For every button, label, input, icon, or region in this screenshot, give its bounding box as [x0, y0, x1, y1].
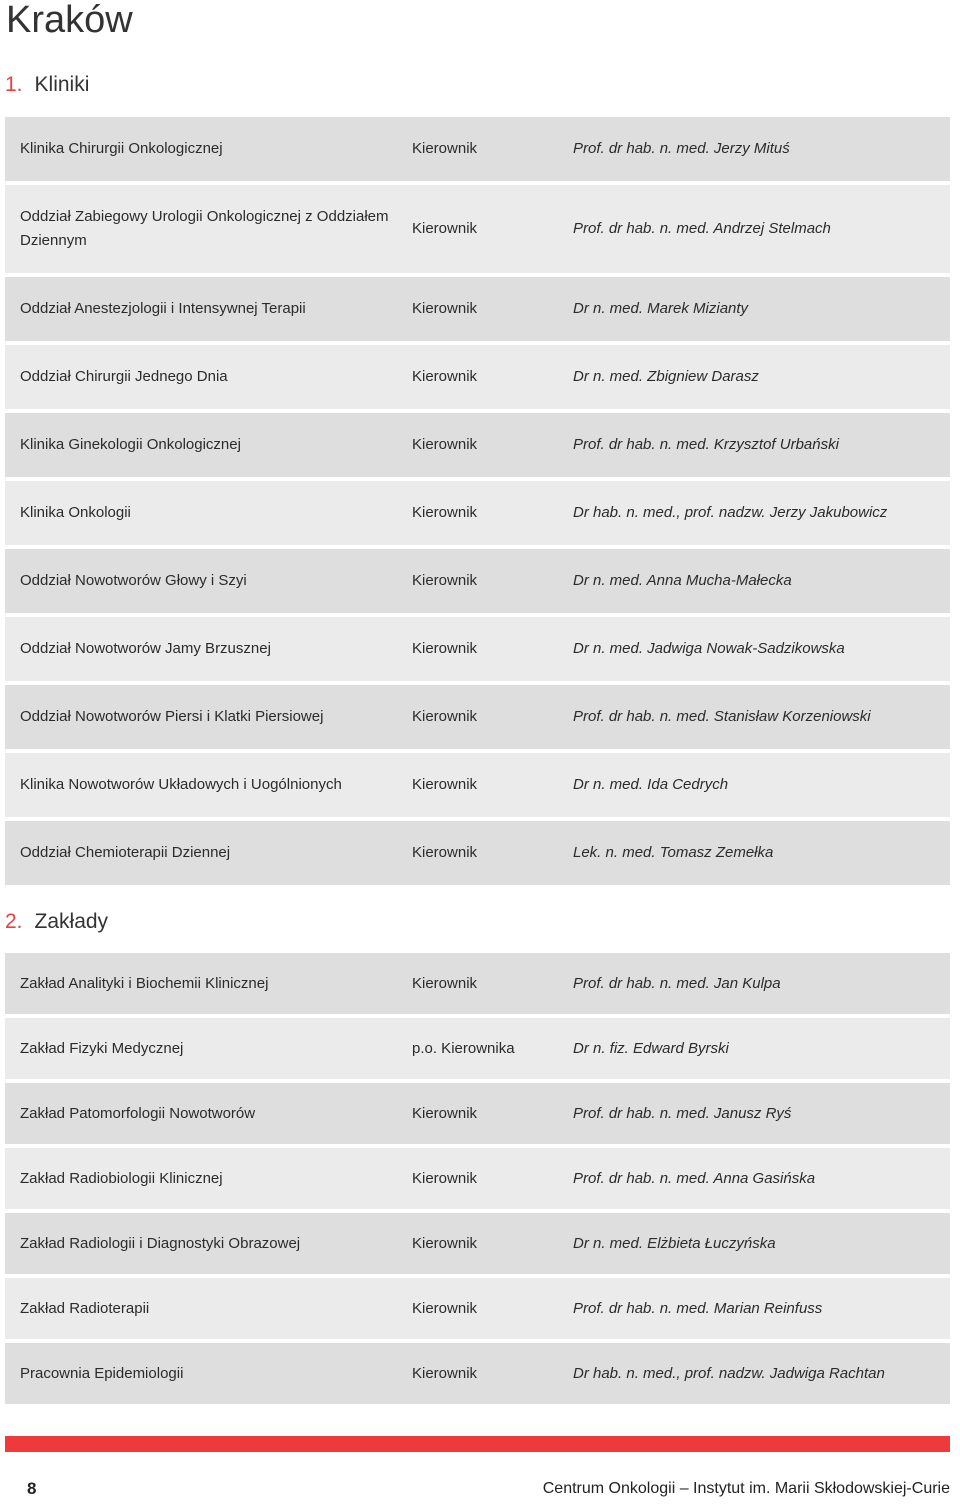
role-label: Kierownik	[412, 1299, 478, 1317]
head-name: Dr hab. n. med., prof. nadzw. Jerzy Jakubowicz	[573, 504, 888, 521]
role-label: p.o. Kierownika	[412, 1039, 515, 1057]
table-row	[5, 481, 950, 545]
table-row	[5, 1148, 950, 1209]
unit-name: Zakład Fizyki Medycznej	[20, 1039, 184, 1057]
unit-name: Zakład Radiologii i Diagnostyki Obrazowej	[20, 1234, 301, 1252]
head-name: Dr n. med. Anna Mucha-Małecka	[573, 572, 792, 589]
role-label: Kierownik	[412, 220, 478, 237]
unit-name: Zakład Radiobiologii Klinicznej	[20, 1169, 223, 1187]
role-label: Kierownik	[412, 572, 478, 589]
table-row	[5, 1083, 950, 1144]
unit-name: Klinika Ginekologii Onkologicznej	[20, 436, 241, 453]
section-heading-kliniki	[5, 72, 89, 98]
unit-name: Pracownia Epidemiologii	[20, 1364, 184, 1382]
section-title: Zakłady	[34, 910, 109, 933]
unit-name: Oddział Nowotworów Głowy i Szyi	[20, 572, 247, 589]
role-label: Kierownik	[412, 140, 478, 157]
table-row	[5, 117, 950, 181]
unit-name: Oddział Nowotworów Piersi i Klatki Piersiowej	[20, 708, 324, 725]
head-name: Prof. dr hab. n. med. Marian Reinfuss	[573, 1299, 823, 1317]
head-name: Dr n. med. Elżbieta Łuczyńska	[573, 1234, 776, 1252]
page-footer	[0, 1476, 960, 1504]
unit-name: Oddział Anestezjologii i Intensywnej Terapii	[20, 300, 306, 317]
role-label: Kierownik	[412, 844, 478, 861]
table-row	[5, 617, 950, 681]
unit-name: Zakład Patomorfologii Nowotworów	[20, 1104, 256, 1122]
head-name: Prof. dr hab. n. med. Jan Kulpa	[573, 974, 781, 992]
unit-name: Oddział Nowotworów Jamy Brzusznej	[20, 640, 271, 657]
table-row	[5, 185, 950, 273]
unit-name: Oddział Chirurgii Jednego Dnia	[20, 368, 228, 385]
head-name: Lek. n. med. Tomasz Zemełka	[573, 844, 774, 861]
table-row	[5, 1018, 950, 1079]
table-row	[5, 345, 950, 409]
footer-institution: Centrum Onkologii – Instytut im. Marii Skłodowskiej-Curie	[542, 1480, 950, 1497]
head-name: Dr n. med. Ida Cedrych	[573, 776, 729, 793]
role-label: Kierownik	[412, 368, 478, 385]
role-label: Kierownik	[412, 640, 478, 657]
page-title: Kraków	[6, 0, 133, 41]
section-title: Kliniki	[34, 73, 90, 96]
head-name: Prof. dr hab. n. med. Anna Gasińska	[573, 1169, 816, 1187]
head-name: Prof. dr hab. n. med. Andrzej Stelmach	[573, 220, 831, 237]
unit-name: Klinika Nowotworów Układowych i Uogólnionych	[20, 776, 342, 793]
head-name: Prof. dr hab. n. med. Krzysztof Urbański	[573, 436, 839, 453]
unit-name: Klinika Chirurgii Onkologicznej	[20, 140, 223, 157]
head-name: Dr n. med. Zbigniew Darasz	[573, 368, 759, 385]
table-row	[5, 685, 950, 749]
table-row	[5, 821, 950, 885]
head-name: Dr n. med. Jadwiga Nowak-Sadzikowska	[573, 640, 845, 657]
kliniki-table	[5, 117, 950, 885]
role-label: Kierownik	[412, 504, 478, 521]
section-heading-zaklady	[5, 909, 108, 935]
head-name: Prof. dr hab. n. med. Janusz Ryś	[573, 1104, 792, 1122]
role-label: Kierownik	[412, 708, 478, 725]
role-label: Kierownik	[412, 974, 478, 992]
page-number: 8	[27, 1479, 37, 1498]
table-row	[5, 953, 950, 1014]
head-name: Dr n. med. Marek Mizianty	[573, 300, 749, 317]
unit-name: Zakład Radioterapii	[20, 1299, 150, 1317]
table-row	[5, 1278, 950, 1339]
role-label: Kierownik	[412, 1364, 478, 1382]
zaklady-table	[5, 953, 950, 1404]
unit-name: Oddział Zabiegowy Urologii Onkologicznej z Oddziałem Dziennym	[20, 208, 389, 249]
role-label: Kierownik	[412, 776, 478, 793]
role-label: Kierownik	[412, 1169, 478, 1187]
role-label: Kierownik	[412, 1234, 478, 1252]
unit-name: Oddział Chemioterapii Dziennej	[20, 844, 231, 861]
section-number: 2.	[5, 910, 23, 933]
table-row	[5, 277, 950, 341]
role-label: Kierownik	[412, 1104, 478, 1122]
head-name: Prof. dr hab. n. med. Jerzy Mituś	[573, 140, 790, 157]
head-name: Dr n. fiz. Edward Byrski	[573, 1039, 729, 1057]
head-name: Dr hab. n. med., prof. nadzw. Jadwiga Rachtan	[573, 1364, 885, 1382]
role-label: Kierownik	[412, 300, 478, 317]
table-row	[5, 413, 950, 477]
table-row	[5, 753, 950, 817]
role-label: Kierownik	[412, 436, 478, 453]
table-row	[5, 549, 950, 613]
unit-name: Klinika Onkologii	[20, 504, 131, 521]
head-name: Prof. dr hab. n. med. Stanisław Korzeniowski	[573, 708, 871, 725]
footer-accent-bar	[5, 1436, 950, 1452]
section-number: 1.	[5, 73, 23, 96]
table-row	[5, 1343, 950, 1404]
unit-name: Zakład Analityki i Biochemii Klinicznej	[20, 974, 269, 992]
table-row	[5, 1213, 950, 1274]
